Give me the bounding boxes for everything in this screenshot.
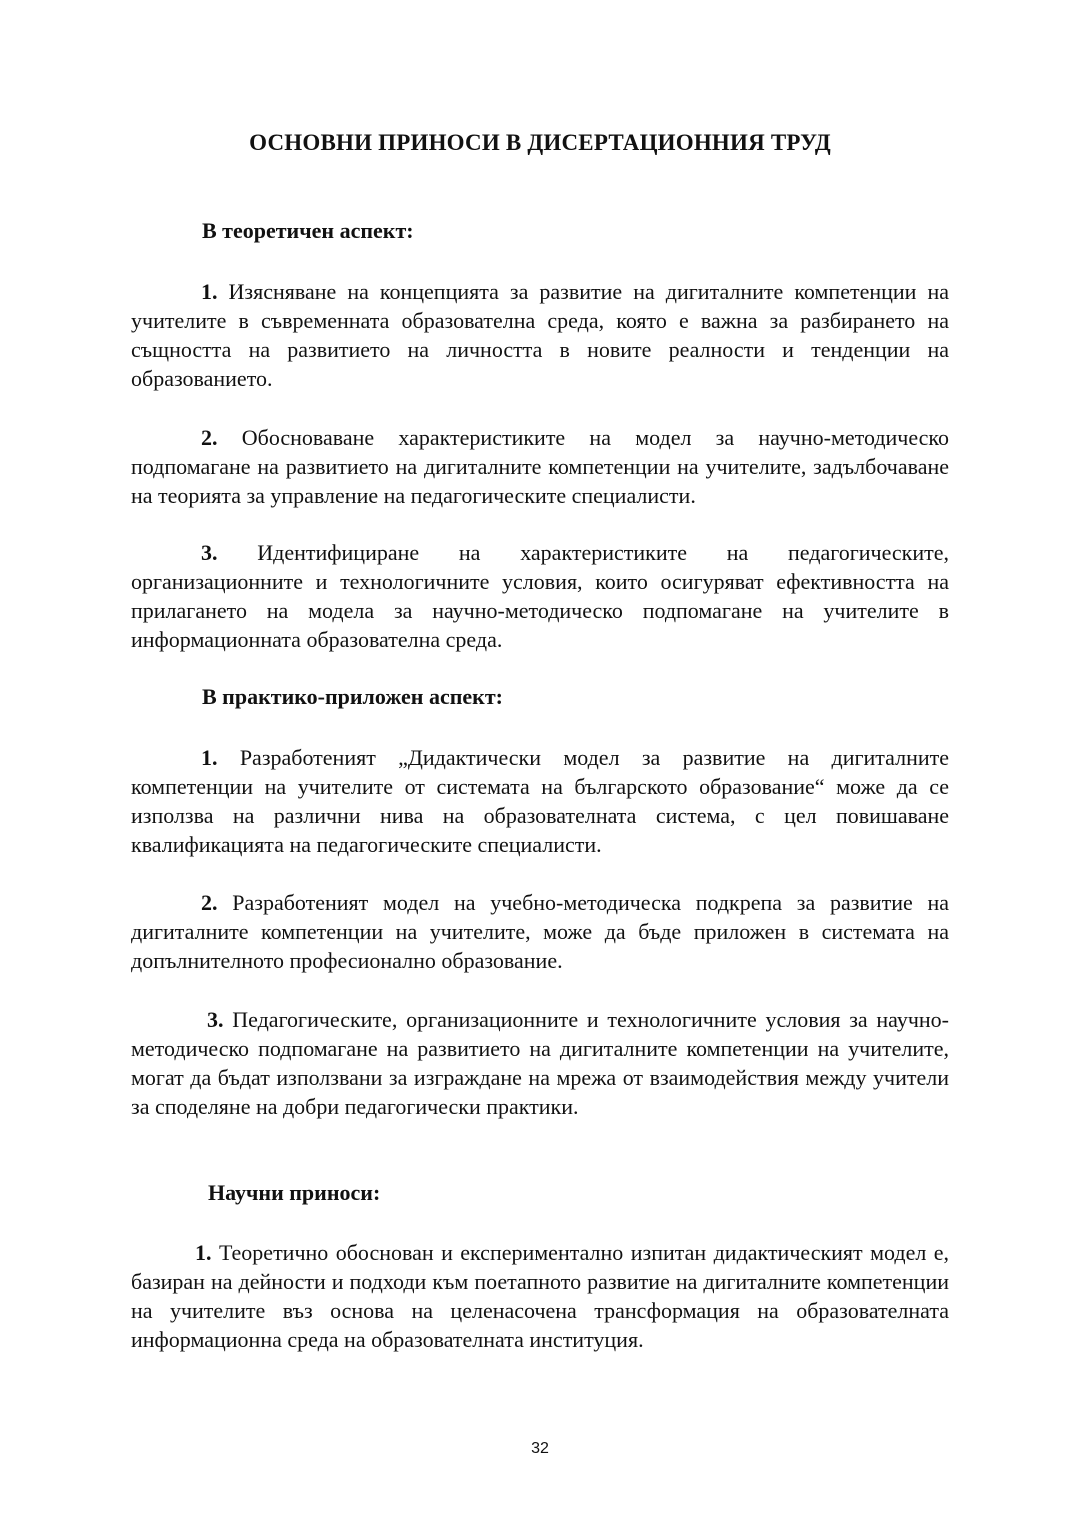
item-text: Педагогическите, организационните и технологичните условия за научно-методическо подпомагане на развитието на дигиталните компетенции на учителите, могат да бъдат използвани за изграждане на мрежа от взаимодействия между учители за споделяне на добри педагогически практики.: [131, 1007, 949, 1119]
paragraph-theoretical-3: [131, 538, 949, 654]
item-text: Теоретично обоснован и експериментално изпитан дидактическият модел е, базиран на дейности и подходи към поетапното развитие на дигиталните компетенции на учителите въз основа на целенасочена трансформация на образователната информационна среда на образователната институция.: [131, 1240, 950, 1352]
paragraph-theoretical-2: [131, 423, 949, 510]
page-number: 32: [531, 1440, 549, 1457]
item-text: Разработеният модел на учебно-методическа подкрепа за развитие на дигиталните компетенции на учителите, може да бъде приложен в системата на допълнителното професионално образование.: [131, 890, 950, 973]
item-number: 1.: [201, 745, 218, 770]
paragraph-practical-3: [131, 1005, 949, 1121]
paragraph-practical-1: [131, 743, 949, 859]
page-title: ОСНОВНИ ПРИНОСИ В ДИСЕРТАЦИОННИЯ ТРУД: [249, 130, 831, 155]
item-text: Идентифициране на характеристиките на педагогическите, организационните и технологичните условия, които осигуряват ефективността на прилагането на модела за научно-методическо подпомагане на учителите в информационната образователна среда.: [131, 540, 949, 652]
item-text: Разработеният „Дидактически модел за развитие на дигиталните компетенции на учителите от системата на българското образование“ може да се използва на различни нива на образователната система, с цел повишаване квалификацията на педагогическите специалисти.: [131, 745, 950, 857]
section-heading-theoretical: В теоретичен аспект:: [202, 218, 414, 243]
paragraph-practical-2: [131, 888, 949, 975]
item-number: 3.: [207, 1007, 224, 1032]
paragraph-theoretical-1: [131, 277, 949, 393]
section-heading-practical: В практико-приложен аспект:: [202, 684, 503, 709]
item-text: Обосноваване характеристиките на модел за научно-методическо подпомагане на развитието на дигиталните компетенции на учителите, задълбочаване на теорията за управление на педагогическите специалисти.: [131, 425, 950, 508]
item-number: 1.: [195, 1240, 212, 1265]
item-number: 2.: [201, 425, 218, 450]
item-number: 3.: [201, 540, 218, 565]
item-text: Изясняване на концепцията за развитие на дигиталните компетенции на учителите в съвременната образователна среда, която е важна за разбирането на същността на развитието на личността в новите реалности и тенденции на образованието.: [131, 279, 950, 391]
section-heading-scientific: Научни приноси:: [208, 1180, 381, 1205]
paragraph-scientific-1: [131, 1238, 949, 1354]
item-number: 2.: [201, 890, 218, 915]
item-number: 1.: [201, 279, 218, 304]
